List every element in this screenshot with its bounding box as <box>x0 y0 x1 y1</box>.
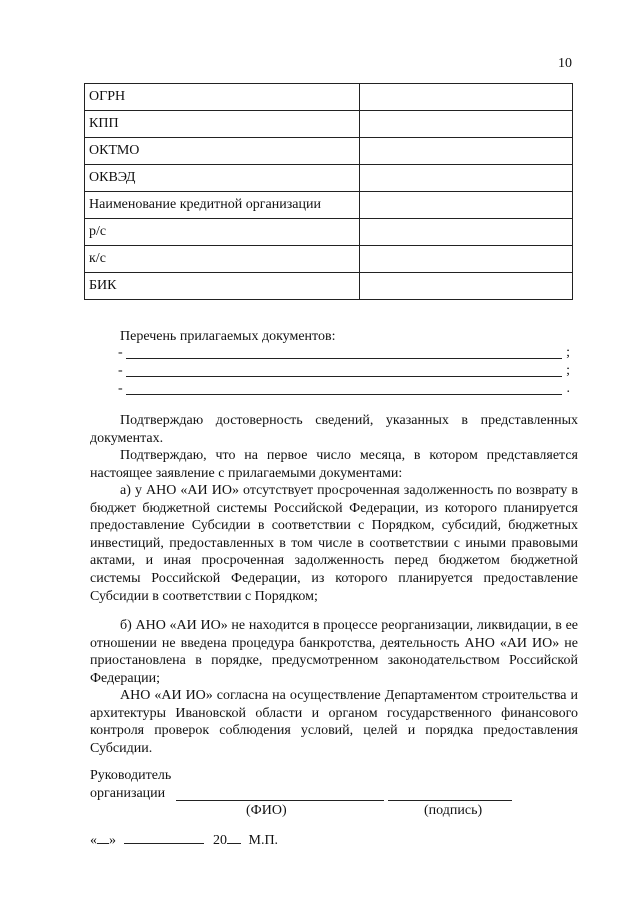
date-row <box>90 833 278 849</box>
requisite-value[interactable] <box>360 165 573 192</box>
page-number: 10 <box>558 56 572 71</box>
table-row <box>85 111 573 138</box>
confirm-intro-paragraph: Подтверждаю, что на первое число месяца, в котором представляется настоящее заявление с прилагаемыми документами: <box>90 448 578 481</box>
document-end: ; <box>566 345 570 360</box>
stamp-place-label: М.П. <box>248 833 279 848</box>
requisite-value[interactable] <box>360 273 573 300</box>
document-dash: - <box>118 345 123 360</box>
requisite-label: р/с <box>85 219 360 246</box>
requisite-label: КПП <box>85 111 360 138</box>
requisite-label: ОКТМО <box>85 138 360 165</box>
date-open-quote: « <box>90 833 97 848</box>
document-dash: - <box>118 363 123 378</box>
date-year-blank[interactable] <box>227 843 241 844</box>
date-year-prefix: 20 <box>213 833 227 848</box>
requisite-label: ОКВЭД <box>85 165 360 192</box>
requisite-label: к/с <box>85 246 360 273</box>
requisite-value[interactable] <box>360 84 573 111</box>
document-rule <box>126 376 562 377</box>
requisites-table <box>84 83 573 300</box>
requisite-label: Наименование кредитной организации <box>85 192 360 219</box>
date-month-blank[interactable] <box>124 843 204 844</box>
requisite-value[interactable] <box>360 111 573 138</box>
document-line[interactable] <box>118 381 570 397</box>
requisite-value[interactable] <box>360 246 573 273</box>
document-dash: - <box>118 381 123 396</box>
item-b-paragraph: б) АНО «АИ ИО» не находится в процессе реорганизации, ликвидации, в ее отношении не введена процедура банкротства, деятельность АНО «АИ ИО» не приостановлена в порядке, предусмотренном законодательством Российской Федерации; <box>90 618 578 686</box>
requisite-value[interactable] <box>360 192 573 219</box>
signature-head-label: Руководитель <box>90 768 172 783</box>
document-end: ; <box>566 363 570 378</box>
fio-caption: (ФИО) <box>246 803 287 818</box>
document-line[interactable] <box>118 363 570 379</box>
table-row <box>85 138 573 165</box>
documents-title: Перечень прилагаемых документов: <box>120 329 336 344</box>
document-rule <box>126 394 562 395</box>
requisite-value[interactable] <box>360 219 573 246</box>
document-line[interactable] <box>118 345 570 361</box>
consent-paragraph: АНО «АИ ИО» согласна на осуществление Департаментом строительства и архитектуры Ивановской области и органом государственного финансового контроля проверок соблюдения условий, целей и порядка предоставления Субсидии. <box>90 688 578 756</box>
table-row <box>85 219 573 246</box>
document-end: . <box>566 381 570 396</box>
table-row <box>85 246 573 273</box>
requisite-label: БИК <box>85 273 360 300</box>
date-close-quote: » <box>109 833 116 848</box>
date-day-blank[interactable] <box>97 843 109 844</box>
table-row <box>85 273 573 300</box>
confirm-accuracy-paragraph: Подтверждаю достоверность сведений, указанных в представленных документах. <box>90 413 578 446</box>
signature-line[interactable] <box>388 800 512 801</box>
requisite-label: ОГРН <box>85 84 360 111</box>
item-a-paragraph: а) у АНО «АИ ИО» отсутствует просроченная задолженность по возврату в бюджет бюджетной системы Российской Федерации, из которого планируется предоставление Субсидии в соответствии с Порядком, субсидий, бюджетных инвестиций, предоставленных в том числе в соответствии с иными правовыми актами, и иная просроченная задолженность перед бюджетом бюджетной системы Российской Федерации, из которого планируется предоставление Субсидии в соответствии с Порядком; <box>90 483 578 604</box>
fio-line[interactable] <box>176 800 384 801</box>
signature-org-label: организации <box>90 786 166 801</box>
signature-caption: (подпись) <box>424 803 483 818</box>
table-row <box>85 165 573 192</box>
table-row <box>85 84 573 111</box>
document-rule <box>126 358 562 359</box>
requisite-value[interactable] <box>360 138 573 165</box>
table-row <box>85 192 573 219</box>
